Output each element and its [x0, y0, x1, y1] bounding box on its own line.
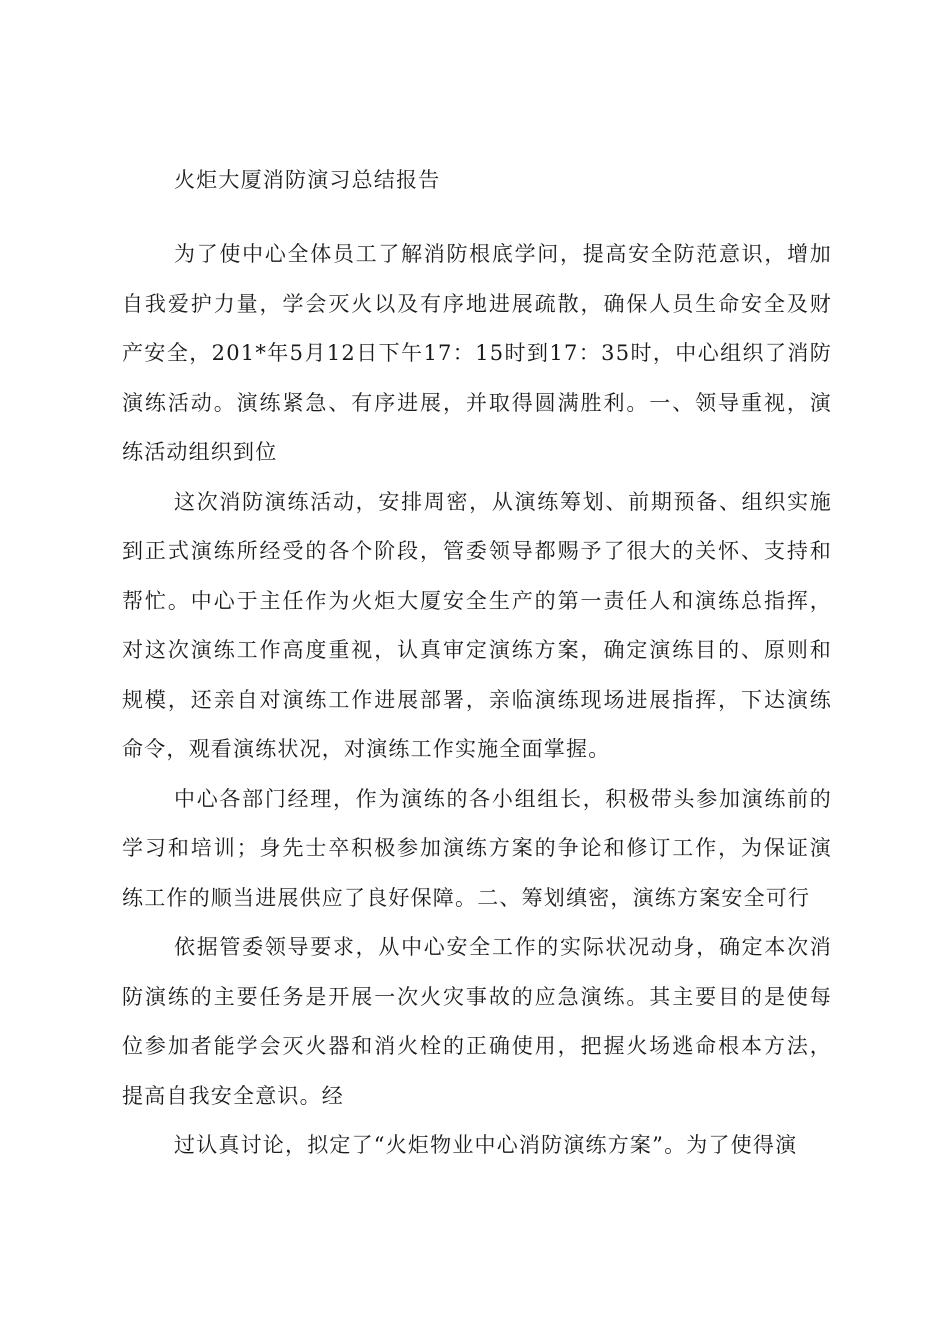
paragraph-3: 中心各部门经理，作为演练的各小组组长，积极带头参加演练前的学习和培训；身先士卒积极参加演练方案的争论和修订工作，为保证演练工作的顺当进展供应了良好保障。二、筹划缜密，演练方案安全可行 — [122, 786, 832, 910]
document-title: 火炬大厦消防演习总结报告 — [174, 168, 441, 192]
paragraph-4: 依据管委领导要求，从中心安全工作的实际状况动身，确定本次消防演练的主要任务是开展一次火灾事故的应急演练。其主要目的是使每位参加者能学会灭火器和消火栓的正确使用，把握火场逃命根本方法，提高自我安全意识。经 — [122, 935, 832, 1108]
paragraph-5: 过认真讨论，拟定了“火炬物业中心消防演练方案”。为了使得演 — [174, 1133, 798, 1157]
paragraph-1: 为了使中心全体员工了解消防根底学问，提高安全防范意识，增加自我爱护力量，学会灭火以及有序地进展疏散，确保人员生命安全及财产安全，201*年5月12日下午17：15时到17：35时，中心组织了消防演练活动。演练紧急、有序进展，并取得圆满胜利。一、领导重视，演练活动组织到位 — [122, 242, 832, 464]
document-body — [122, 160, 832, 1171]
title-spacer — [122, 200, 832, 230]
paragraph-2: 这次消防演练活动，安排周密，从演练筹划、前期预备、组织实施到正式演练所经受的各个阶段，管委领导都赐予了很大的关怀、支持和帮忙。中心于主任作为火炬大厦安全生产的第一责任人和演练总指挥，对这次演练工作高度重视，认真审定演练方案，确定演练目的、原则和规模，还亲自对演练工作进展部署，亲临演练现场进展指挥，下达演练命令，观看演练状况，对演练工作实施全面掌握。 — [122, 489, 832, 761]
